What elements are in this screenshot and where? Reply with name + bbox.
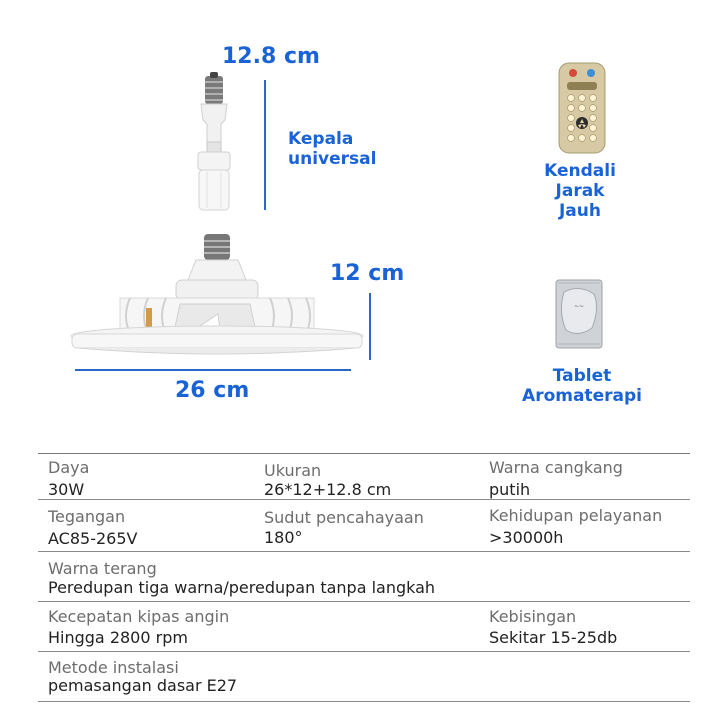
spec-row-divider (38, 701, 690, 702)
spec-row-divider (38, 551, 690, 552)
spec-power-value: 30W (48, 480, 85, 499)
dimension-line-top (264, 80, 266, 210)
svg-text:~~: ~~ (573, 303, 585, 310)
spec-power-label: Daya (48, 458, 90, 477)
spec-shell-color-value: putih (489, 480, 531, 499)
spec-service-life-value: >30000h (489, 528, 564, 547)
spec-row-divider (38, 651, 690, 652)
spec-noise-label: Kebisingan (489, 607, 577, 626)
spec-fan-speed-label: Kecepatan kipas angin (48, 607, 230, 626)
spec-install-value: pemasangan dasar E27 (48, 676, 238, 695)
spec-size-label: Ukuran (264, 461, 322, 480)
remote-control-image (558, 62, 606, 154)
spec-table (38, 453, 690, 702)
spec-service-life-label: Kehidupan pelayanan (489, 506, 663, 525)
label-universal-head: Kepala universal (288, 129, 377, 169)
spec-size-value: 26*12+12.8 cm (264, 480, 392, 499)
dimension-line-body (369, 293, 371, 360)
spec-row-divider (38, 499, 690, 500)
spec-shell-color-label: Warna cangkang (489, 458, 623, 477)
spec-voltage-label: Tegangan (48, 507, 126, 526)
spec-light-color-value: Peredupan tiga warna/peredupan tanpa langkah (48, 578, 436, 597)
spec-noise-value: Sekitar 15-25db (489, 628, 618, 647)
dimension-height-top: 12.8 cm (222, 44, 320, 69)
label-aroma-tablet: Tablet Aromaterapi (522, 366, 642, 406)
spec-beam-angle-label: Sudut pencahayaan (264, 508, 424, 527)
spec-light-color-label: Warna terang (48, 559, 157, 578)
dimension-height-body: 12 cm (330, 261, 405, 286)
spec-fan-speed-value: Hingga 2800 rpm (48, 628, 188, 647)
label-remote-control: Kendali Jarak Jauh (544, 161, 616, 221)
universal-head-adapter-image (185, 72, 245, 212)
dimension-width: 26 cm (175, 378, 250, 403)
spec-beam-angle-value: 180° (264, 528, 303, 547)
fan-lamp-image (70, 232, 365, 360)
spec-row-divider (38, 601, 690, 602)
spec-voltage-value: AC85-265V (48, 529, 138, 548)
dimension-line-width (75, 369, 351, 371)
spec-install-label: Metode instalasi (48, 658, 179, 677)
aroma-tablet-image (554, 278, 604, 350)
